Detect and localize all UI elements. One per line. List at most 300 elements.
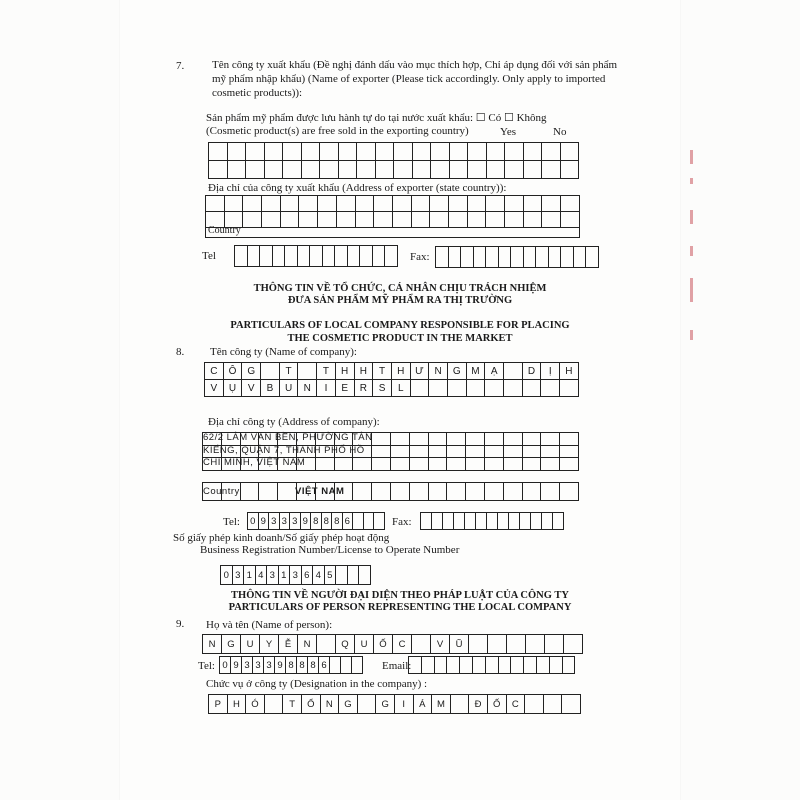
char-box[interactable] [302, 143, 321, 161]
char-box[interactable] [443, 513, 454, 529]
char-box[interactable]: U [280, 380, 299, 397]
exporter-tel-boxes[interactable] [234, 245, 398, 267]
char-box[interactable] [421, 513, 432, 529]
char-box[interactable]: R [355, 380, 374, 397]
char-box[interactable] [432, 513, 443, 529]
char-box[interactable] [337, 196, 356, 212]
char-box[interactable] [561, 212, 580, 228]
char-box[interactable] [393, 212, 412, 228]
char-box[interactable] [449, 196, 468, 212]
char-box[interactable]: N [429, 363, 448, 380]
exporter-name-grid[interactable] [208, 142, 579, 179]
char-box[interactable] [451, 695, 470, 713]
char-box[interactable] [561, 161, 580, 179]
char-box[interactable] [299, 196, 318, 212]
char-box[interactable] [372, 483, 391, 501]
char-box[interactable] [560, 458, 579, 471]
char-box[interactable]: C [507, 695, 526, 713]
char-box[interactable] [283, 143, 302, 161]
char-box[interactable] [523, 380, 542, 397]
char-box[interactable]: G [222, 635, 241, 653]
char-box[interactable]: 9 [231, 657, 242, 673]
char-box[interactable]: 8 [311, 513, 322, 529]
char-box[interactable] [320, 143, 339, 161]
char-box[interactable] [385, 246, 398, 266]
char-box[interactable] [473, 657, 486, 673]
char-box[interactable]: H [336, 363, 355, 380]
char-box[interactable] [485, 380, 504, 397]
char-box[interactable]: 6 [343, 513, 354, 529]
char-box[interactable] [339, 143, 358, 161]
char-box[interactable] [228, 143, 247, 161]
char-box[interactable] [524, 212, 543, 228]
char-box[interactable] [449, 212, 468, 228]
char-box[interactable] [265, 161, 284, 179]
char-box[interactable] [486, 247, 499, 267]
char-box[interactable] [330, 657, 341, 673]
char-box[interactable] [447, 446, 466, 459]
char-box[interactable]: C [393, 635, 412, 653]
char-box[interactable] [374, 513, 385, 529]
char-box[interactable] [320, 161, 339, 179]
char-box[interactable] [509, 513, 520, 529]
char-box[interactable] [447, 458, 466, 471]
char-box[interactable] [541, 458, 560, 471]
person-tel-boxes[interactable] [219, 656, 363, 674]
char-box[interactable] [520, 513, 531, 529]
char-box[interactable] [359, 566, 371, 584]
char-box[interactable]: 4 [313, 566, 325, 584]
char-box[interactable]: V [242, 380, 261, 397]
company-fax-boxes[interactable] [420, 512, 564, 530]
char-box[interactable]: M [467, 363, 486, 380]
char-box[interactable] [541, 433, 560, 446]
char-box[interactable] [504, 380, 523, 397]
char-box[interactable] [339, 161, 358, 179]
char-box[interactable] [447, 483, 466, 501]
char-box[interactable] [553, 513, 564, 529]
char-box[interactable] [431, 143, 450, 161]
char-box[interactable]: 3 [264, 657, 275, 673]
char-box[interactable]: 0 [220, 657, 231, 673]
license-number-boxes[interactable] [220, 565, 371, 585]
char-box[interactable] [549, 247, 562, 267]
char-box[interactable] [504, 446, 523, 459]
char-box[interactable] [337, 212, 356, 228]
char-box[interactable] [410, 483, 429, 501]
char-box[interactable]: 8 [297, 657, 308, 673]
char-box[interactable]: H [355, 363, 374, 380]
char-box[interactable] [564, 635, 583, 653]
char-box[interactable] [525, 695, 544, 713]
char-box[interactable]: Y [260, 635, 279, 653]
char-box[interactable] [511, 247, 524, 267]
char-box[interactable]: 0 [221, 566, 233, 584]
char-box[interactable]: G [376, 695, 395, 713]
char-box[interactable] [504, 363, 523, 380]
char-box[interactable] [498, 513, 509, 529]
char-box[interactable]: Q [336, 635, 355, 653]
char-box[interactable] [586, 247, 599, 267]
char-box[interactable]: N [298, 380, 317, 397]
char-box[interactable] [526, 635, 545, 653]
char-box[interactable] [360, 246, 373, 266]
char-box[interactable]: Ổ [302, 695, 321, 713]
company-tel-boxes[interactable] [247, 512, 385, 530]
char-box[interactable] [372, 446, 391, 459]
char-box[interactable] [246, 143, 265, 161]
char-box[interactable]: 8 [322, 513, 333, 529]
char-box[interactable]: U [355, 635, 374, 653]
char-box[interactable]: 3 [290, 566, 302, 584]
char-box[interactable] [209, 143, 228, 161]
exporter-fax-boxes[interactable] [435, 246, 599, 268]
char-box[interactable] [413, 143, 432, 161]
char-box[interactable]: I [317, 380, 336, 397]
char-box[interactable] [560, 380, 579, 397]
char-box[interactable] [476, 513, 487, 529]
char-box[interactable] [450, 143, 469, 161]
char-box[interactable]: Ô [224, 363, 243, 380]
char-box[interactable] [542, 212, 561, 228]
char-box[interactable] [486, 657, 499, 673]
char-box[interactable] [429, 458, 448, 471]
char-box[interactable] [273, 246, 286, 266]
char-box[interactable]: N [321, 695, 340, 713]
char-box[interactable]: 5 [325, 566, 337, 584]
char-box[interactable] [341, 657, 352, 673]
char-box[interactable]: 3 [280, 513, 291, 529]
char-box[interactable] [435, 657, 448, 673]
char-box[interactable]: M [432, 695, 451, 713]
char-box[interactable] [487, 513, 498, 529]
char-box[interactable]: Ụ [224, 380, 243, 397]
char-box[interactable]: T [317, 363, 336, 380]
char-box[interactable] [262, 212, 281, 228]
char-box[interactable] [523, 483, 542, 501]
char-box[interactable] [542, 513, 553, 529]
char-box[interactable] [505, 212, 524, 228]
char-box[interactable]: H [392, 363, 411, 380]
char-box[interactable] [447, 433, 466, 446]
char-box[interactable] [372, 433, 391, 446]
char-box[interactable] [504, 458, 523, 471]
char-box[interactable] [394, 161, 413, 179]
char-box[interactable] [523, 458, 542, 471]
char-box[interactable]: P [209, 695, 228, 713]
char-box[interactable] [357, 143, 376, 161]
char-box[interactable] [206, 196, 225, 212]
char-box[interactable] [285, 246, 298, 266]
char-box[interactable]: 0 [248, 513, 259, 529]
char-box[interactable] [259, 483, 278, 501]
char-box[interactable] [468, 196, 487, 212]
char-box[interactable] [561, 247, 574, 267]
char-box[interactable] [429, 433, 448, 446]
char-box[interactable] [454, 513, 465, 529]
char-box[interactable]: 3 [269, 513, 280, 529]
char-box[interactable] [466, 446, 485, 459]
char-box[interactable] [317, 635, 336, 653]
char-box[interactable] [466, 483, 485, 501]
char-box[interactable] [298, 246, 311, 266]
char-box[interactable] [524, 247, 537, 267]
char-box[interactable] [298, 363, 317, 380]
char-box[interactable] [485, 458, 504, 471]
char-box[interactable] [391, 433, 410, 446]
char-box[interactable] [487, 143, 506, 161]
char-box[interactable] [487, 161, 506, 179]
char-box[interactable] [499, 247, 512, 267]
char-box[interactable] [486, 196, 505, 212]
char-box[interactable] [235, 246, 248, 266]
char-box[interactable] [450, 161, 469, 179]
char-box[interactable] [465, 513, 476, 529]
char-box[interactable]: L [392, 380, 411, 397]
char-box[interactable] [356, 196, 375, 212]
char-box[interactable] [261, 363, 280, 380]
char-box[interactable] [352, 657, 363, 673]
char-box[interactable] [248, 246, 261, 266]
char-box[interactable] [430, 212, 449, 228]
char-box[interactable] [281, 196, 300, 212]
char-box[interactable]: I [395, 695, 414, 713]
char-box[interactable]: 4 [256, 566, 268, 584]
char-box[interactable] [348, 246, 361, 266]
char-box[interactable] [542, 161, 561, 179]
char-box[interactable]: T [283, 695, 302, 713]
char-box[interactable] [410, 446, 429, 459]
company-country-grid[interactable] [202, 482, 579, 501]
char-box[interactable] [485, 483, 504, 501]
char-box[interactable] [560, 483, 579, 501]
char-box[interactable] [391, 483, 410, 501]
char-box[interactable]: 9 [275, 657, 286, 673]
char-box[interactable] [243, 212, 262, 228]
char-box[interactable]: Ố [374, 635, 393, 653]
char-box[interactable] [358, 695, 377, 713]
char-box[interactable] [466, 458, 485, 471]
char-box[interactable] [376, 161, 395, 179]
char-box[interactable] [376, 143, 395, 161]
char-box[interactable] [504, 433, 523, 446]
char-box[interactable] [265, 695, 284, 713]
char-box[interactable]: G [242, 363, 261, 380]
char-box[interactable] [335, 246, 348, 266]
char-box[interactable]: 8 [332, 513, 343, 529]
char-box[interactable] [323, 246, 336, 266]
char-box[interactable]: 9 [259, 513, 270, 529]
person-name-boxes[interactable] [202, 634, 583, 654]
char-box[interactable] [265, 143, 284, 161]
char-box[interactable] [374, 212, 393, 228]
char-box[interactable] [409, 657, 422, 673]
char-box[interactable]: 6 [302, 566, 314, 584]
char-box[interactable] [429, 380, 448, 397]
char-box[interactable] [225, 196, 244, 212]
char-box[interactable]: 3 [242, 657, 253, 673]
char-box[interactable] [357, 161, 376, 179]
char-box[interactable] [372, 458, 391, 471]
designation-boxes[interactable] [208, 694, 581, 714]
char-box[interactable] [413, 161, 432, 179]
char-box[interactable] [544, 695, 563, 713]
char-box[interactable] [353, 458, 372, 471]
char-box[interactable] [429, 483, 448, 501]
char-box[interactable] [560, 433, 579, 446]
char-box[interactable] [560, 446, 579, 459]
char-box[interactable] [505, 143, 524, 161]
char-box[interactable]: Ố [488, 695, 507, 713]
char-box[interactable] [505, 161, 524, 179]
char-box[interactable]: V [205, 380, 224, 397]
char-box[interactable] [449, 247, 462, 267]
char-box[interactable]: E [336, 380, 355, 397]
char-box[interactable]: 1 [279, 566, 291, 584]
char-box[interactable] [561, 196, 580, 212]
char-box[interactable] [299, 212, 318, 228]
company-name-grid[interactable] [204, 362, 579, 397]
char-box[interactable] [485, 446, 504, 459]
char-box[interactable] [412, 635, 431, 653]
char-box[interactable] [448, 380, 467, 397]
char-box[interactable] [474, 247, 487, 267]
char-box[interactable]: N [298, 635, 317, 653]
char-box[interactable] [391, 446, 410, 459]
char-box[interactable] [524, 143, 543, 161]
char-box[interactable] [524, 161, 543, 179]
char-box[interactable]: G [448, 363, 467, 380]
char-box[interactable]: B [261, 380, 280, 397]
char-box[interactable] [310, 246, 323, 266]
char-box[interactable]: S [373, 380, 392, 397]
char-box[interactable] [412, 212, 431, 228]
char-box[interactable] [536, 247, 549, 267]
char-box[interactable] [511, 657, 524, 673]
char-box[interactable]: Á [414, 695, 433, 713]
person-email-boxes[interactable] [408, 656, 575, 674]
char-box[interactable] [524, 196, 543, 212]
char-box[interactable]: Đ [469, 695, 488, 713]
char-box[interactable] [356, 212, 375, 228]
char-box[interactable]: H [560, 363, 579, 380]
char-box[interactable] [373, 246, 386, 266]
char-box[interactable] [466, 433, 485, 446]
exporter-country-box[interactable] [205, 228, 580, 238]
char-box[interactable]: Ũ [450, 635, 469, 653]
char-box[interactable] [283, 161, 302, 179]
char-box[interactable] [430, 196, 449, 212]
char-box[interactable] [542, 196, 561, 212]
char-box[interactable] [394, 143, 413, 161]
char-box[interactable] [410, 458, 429, 471]
char-box[interactable] [504, 483, 523, 501]
char-box[interactable]: Ễ [279, 635, 298, 653]
char-box[interactable] [505, 196, 524, 212]
char-box[interactable] [353, 513, 364, 529]
char-box[interactable]: 1 [244, 566, 256, 584]
char-box[interactable] [468, 212, 487, 228]
char-box[interactable] [422, 657, 435, 673]
char-box[interactable]: Ó [246, 695, 265, 713]
char-box[interactable] [460, 657, 473, 673]
char-box[interactable] [486, 212, 505, 228]
char-box[interactable] [209, 161, 228, 179]
char-box[interactable] [246, 161, 265, 179]
exporter-address-grid[interactable] [205, 195, 580, 228]
char-box[interactable]: 8 [308, 657, 319, 673]
char-box[interactable]: D [523, 363, 542, 380]
char-box[interactable]: G [339, 695, 358, 713]
char-box[interactable] [262, 196, 281, 212]
char-box[interactable]: 8 [286, 657, 297, 673]
char-box[interactable]: V [431, 635, 450, 653]
char-box[interactable]: T [373, 363, 392, 380]
char-box[interactable]: 3 [253, 657, 264, 673]
char-box[interactable]: 9 [301, 513, 312, 529]
char-box[interactable] [335, 458, 354, 471]
char-box[interactable] [364, 513, 375, 529]
char-box[interactable] [348, 566, 360, 584]
char-box[interactable] [469, 635, 488, 653]
char-box[interactable] [410, 433, 429, 446]
char-box[interactable] [523, 433, 542, 446]
char-box[interactable] [541, 483, 560, 501]
char-box[interactable] [353, 483, 372, 501]
char-box[interactable] [316, 458, 335, 471]
char-box[interactable] [243, 196, 262, 212]
char-box[interactable] [561, 143, 580, 161]
char-box[interactable] [531, 513, 542, 529]
char-box[interactable] [374, 196, 393, 212]
char-box[interactable] [524, 657, 537, 673]
char-box[interactable] [391, 458, 410, 471]
char-box[interactable] [507, 635, 526, 653]
char-box[interactable] [302, 161, 321, 179]
char-box[interactable] [468, 161, 487, 179]
char-box[interactable]: Ị [541, 363, 560, 380]
char-box[interactable] [318, 196, 337, 212]
char-box[interactable]: H [228, 695, 247, 713]
char-box[interactable] [429, 446, 448, 459]
char-box[interactable] [393, 196, 412, 212]
char-box[interactable] [260, 246, 273, 266]
char-box[interactable] [488, 635, 507, 653]
char-box[interactable] [336, 566, 348, 584]
char-box[interactable]: 3 [290, 513, 301, 529]
char-box[interactable]: 3 [267, 566, 279, 584]
char-box[interactable] [467, 380, 486, 397]
char-box[interactable] [545, 635, 564, 653]
char-box[interactable] [523, 446, 542, 459]
char-box[interactable]: U [241, 635, 260, 653]
char-box[interactable]: 3 [233, 566, 245, 584]
char-box[interactable] [228, 161, 247, 179]
char-box[interactable]: 6 [319, 657, 330, 673]
char-box[interactable] [281, 212, 300, 228]
char-box[interactable] [412, 196, 431, 212]
char-box[interactable] [468, 143, 487, 161]
char-box[interactable] [318, 212, 337, 228]
char-box[interactable] [411, 380, 430, 397]
char-box[interactable] [485, 433, 504, 446]
char-box[interactable]: T [280, 363, 299, 380]
char-box[interactable] [241, 483, 260, 501]
char-box[interactable]: N [203, 635, 222, 653]
char-box[interactable] [537, 657, 550, 673]
char-box[interactable] [461, 247, 474, 267]
char-box[interactable] [562, 695, 581, 713]
